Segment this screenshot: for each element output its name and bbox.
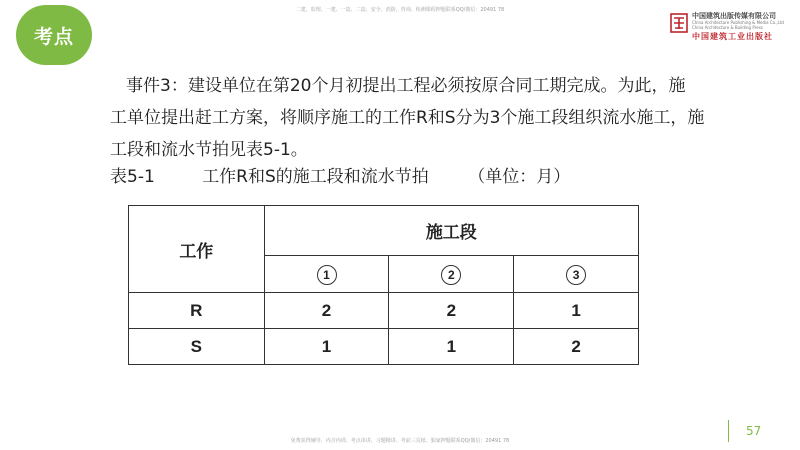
segment-number: 1 bbox=[317, 265, 337, 285]
publisher-name: 中国建筑出版传媒有限公司 bbox=[692, 12, 776, 20]
paragraph-line: 工段和流水节拍见表5-1。 bbox=[110, 140, 308, 160]
top-watermark-text: 二建、监理、一建、一造、二造、安全、消防、咨询、检测课程押题联系QQ/微信：20491 78 bbox=[295, 7, 505, 13]
rhythm-value: 1 bbox=[389, 329, 514, 365]
paragraph-line: 事件3：建设单位在第20个月初提出工程必须按原合同工期完成。为此，施 bbox=[126, 76, 686, 96]
page-number-divider bbox=[728, 420, 729, 442]
segment-number: 3 bbox=[566, 265, 586, 285]
rhythm-value: 2 bbox=[514, 329, 639, 365]
segment-cell bbox=[389, 256, 514, 293]
publisher-brand: 中国建筑工业出版社 bbox=[692, 31, 773, 41]
publisher-english-name bbox=[692, 20, 784, 30]
segment-cell bbox=[514, 256, 639, 293]
publisher-logo bbox=[670, 10, 782, 42]
publisher-emblem-icon bbox=[670, 13, 688, 33]
work-name: R bbox=[129, 293, 265, 329]
segments-table bbox=[128, 205, 639, 365]
table-caption bbox=[110, 165, 570, 189]
rhythm-value: 1 bbox=[514, 293, 639, 329]
publisher-english-line-1: China Architecture Publishing & Media Co.,Ltd bbox=[692, 20, 784, 25]
paragraph-line: 工单位提出赶工方案，将顺序施工的工作R和S分为3个施工段组织流水施工，施 bbox=[110, 108, 705, 128]
topic-badge-label: 考点 bbox=[33, 25, 74, 48]
header-work: 工作 bbox=[129, 206, 265, 293]
segment-number: 2 bbox=[441, 265, 461, 285]
table-caption-unit: （单位：月） bbox=[468, 167, 571, 187]
page-number: 57 bbox=[746, 424, 762, 438]
segment-cell bbox=[264, 256, 389, 293]
topic-badge bbox=[16, 5, 92, 65]
header-segments: 施工段 bbox=[264, 206, 638, 256]
table-header-row bbox=[129, 206, 639, 256]
table-caption-title: 工作R和S的施工段和流水节拍 bbox=[202, 167, 429, 187]
table-caption-number: 表5-1 bbox=[110, 167, 155, 187]
rhythm-value: 2 bbox=[264, 293, 389, 329]
table-row bbox=[129, 329, 639, 365]
publisher-english-line-2: China Architecture & Building Press bbox=[692, 25, 763, 30]
work-name: S bbox=[129, 329, 265, 365]
table-row bbox=[129, 293, 639, 329]
rhythm-value: 2 bbox=[389, 293, 514, 329]
bottom-watermark-text: 免费获得辅导、内含内训、考点串讲、习题精讲、考前三页纸、独家押题联系QQ/微信：20491 78 bbox=[290, 438, 510, 444]
rhythm-value: 1 bbox=[264, 329, 389, 365]
event-paragraph bbox=[110, 70, 770, 166]
